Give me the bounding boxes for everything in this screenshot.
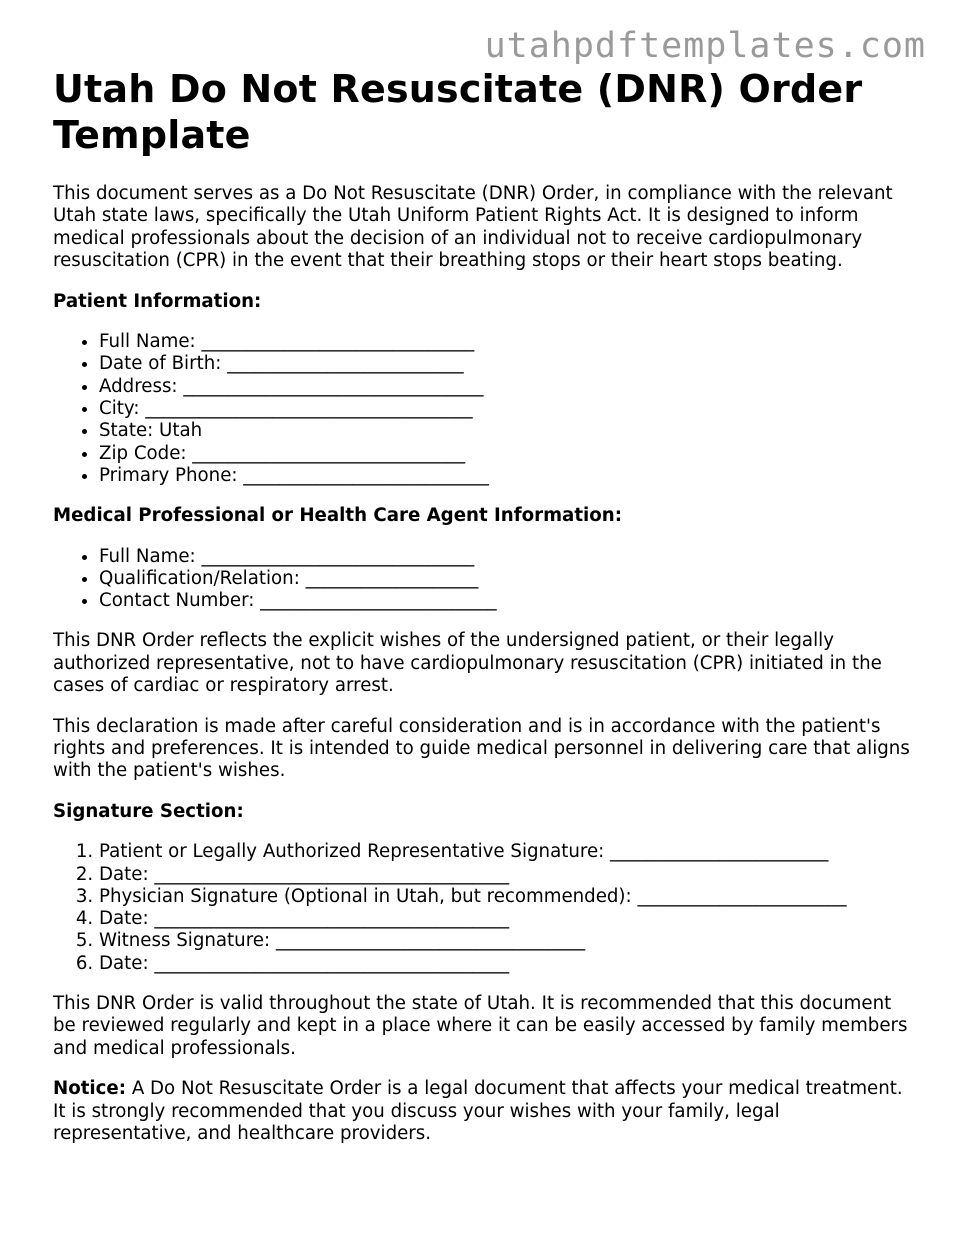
document-title: Utah Do Not Resuscitate (DNR) Order Template xyxy=(53,67,863,157)
agent-qualification-field: • Qualification/Relation: ___________________ xyxy=(99,568,913,590)
patient-state-field: • State: Utah xyxy=(99,420,913,442)
agent-full-name-field: • Full Name: ______________________________ xyxy=(99,546,913,568)
notice-label: Notice: xyxy=(53,1078,127,1100)
agent-contact-field: • Contact Number: __________________________ xyxy=(99,590,913,612)
patient-full-name-field: • Full Name: ______________________________ xyxy=(99,331,913,353)
physician-signature-date-line: 4. Date: _______________________________________ xyxy=(99,908,913,930)
agent-info-heading: Medical Professional or Health Care Agent Information: xyxy=(53,505,622,527)
witness-signature-line: 5. Witness Signature: __________________________________ xyxy=(99,930,913,952)
watermark: utahpdftemplates.com xyxy=(484,26,926,66)
wishes-paragraph: This DNR Order reflects the explicit wishes of the undersigned patient, or their legally authorized representative, not to have cardiopulmonary resuscitation (CPR) initiated in the cases of cardiac or respiratory arrest. xyxy=(53,630,882,697)
physician-signature-line: 3. Physician Signature (Optional in Utah, but recommended): _______________________ xyxy=(99,886,913,908)
signature-heading: Signature Section: xyxy=(53,800,244,822)
patient-zip-field: • Zip Code: ______________________________ xyxy=(99,443,913,465)
patient-signature-line: 1. Patient or Legally Authorized Representative Signature: ________________________ xyxy=(99,841,913,863)
patient-dob-field: • Date of Birth: __________________________ xyxy=(99,353,913,375)
patient-info-list xyxy=(53,331,913,487)
patient-address-field: • Address: _________________________________ xyxy=(99,376,913,398)
witness-signature-date-line: 6. Date: _______________________________________ xyxy=(99,953,913,975)
notice-paragraph xyxy=(53,1078,913,1145)
patient-signature-date-line: 2. Date: _______________________________________ xyxy=(99,864,913,886)
signature-list xyxy=(53,841,913,975)
intro-paragraph: This document serves as a Do Not Resuscitate (DNR) Order, in compliance with the relevant Utah state laws, specifically the Utah Uniform Patient Rights Act. It is designed to inform medical professionals about the decision of an individual not to receive cardiopulmonary resuscitation (CPR) in the event that their breathing stops or their heart stops beating. xyxy=(53,183,893,272)
declaration-paragraph: This declaration is made after careful consideration and is in accordance with the patient's rights and preferences. It is intended to guide medical personnel in delivering care that aligns with the patient's wishes. xyxy=(53,715,910,782)
notice-text: A Do Not Resuscitate Order is a legal document that affects your medical treatment. It is strongly recommended that you discuss your wishes with your family, legal representative, and healthcare providers. xyxy=(53,1078,903,1145)
validity-paragraph: This DNR Order is valid throughout the state of Utah. It is recommended that this document be reviewed regularly and kept in a place where it can be easily accessed by family members and medical professionals. xyxy=(53,993,908,1059)
document-page xyxy=(53,66,913,1163)
patient-phone-field: • Primary Phone: ___________________________ xyxy=(99,465,913,487)
patient-city-field: • City: ____________________________________ xyxy=(99,398,913,420)
patient-info-heading: Patient Information: xyxy=(53,290,262,312)
agent-info-list xyxy=(53,546,913,613)
